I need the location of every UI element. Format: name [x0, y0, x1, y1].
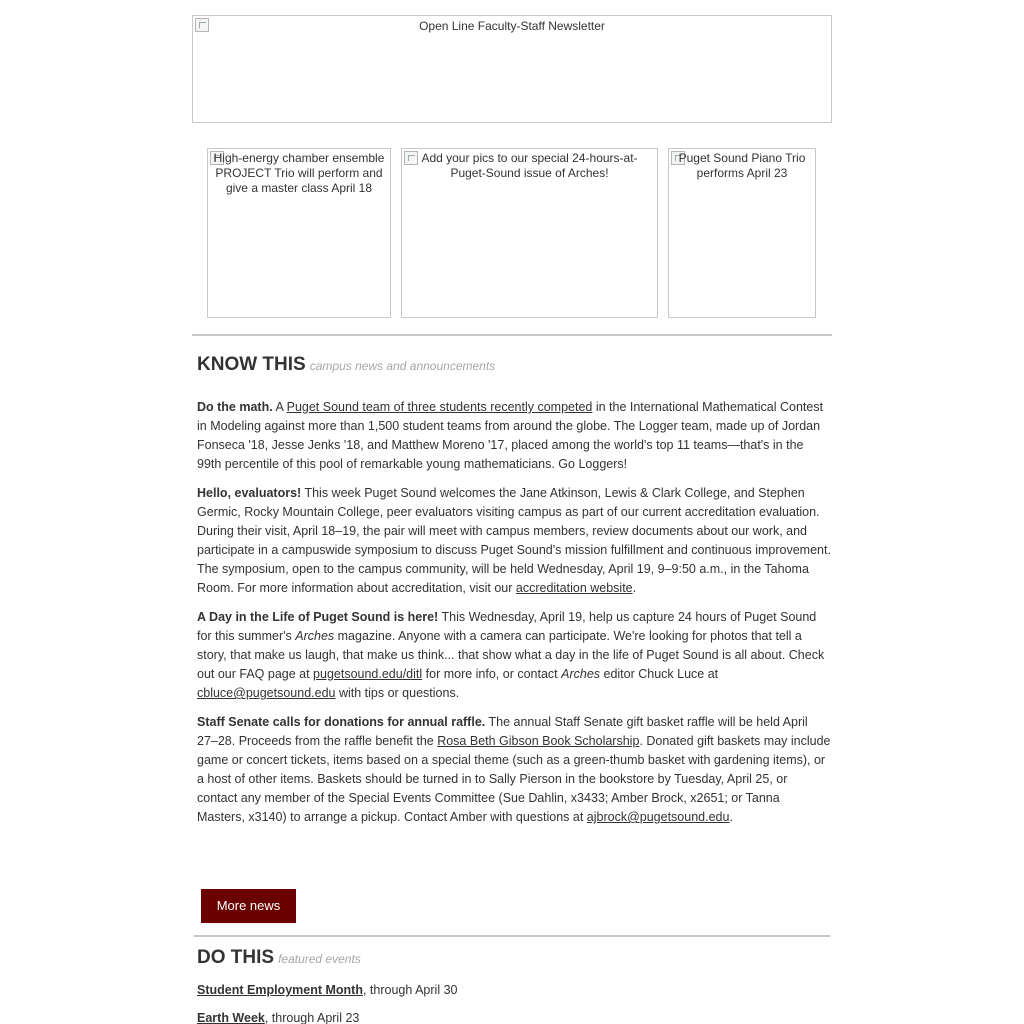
news-text: A	[272, 400, 287, 414]
section-subtitle: featured events	[278, 952, 361, 966]
feature-image-piano-trio[interactable]	[668, 148, 816, 318]
news-text: .	[632, 581, 637, 595]
event-link-student-employment-month[interactable]: Student Employment Month	[197, 983, 363, 997]
feature-image-alt-text: High-energy chamber ensemble PROJECT Trio will perform and give a master class April 18	[213, 151, 385, 195]
cbluce-email-link[interactable]: cbluce@pugetsound.edu	[197, 686, 336, 700]
news-lead: A Day in the Life of Puget Sound is here!	[197, 610, 439, 624]
news-text: editor Chuck Luce at	[600, 667, 719, 681]
section-title: KNOW THIS	[197, 354, 306, 375]
news-content	[197, 398, 831, 837]
do-this-header	[197, 947, 361, 969]
feature-image-project-trio[interactable]	[207, 148, 391, 318]
news-item-evaluators	[197, 484, 831, 598]
event-item	[197, 981, 831, 1000]
news-text: .	[729, 810, 733, 824]
newsletter-banner-image[interactable]	[192, 15, 832, 123]
accreditation-website-link[interactable]: accreditation website	[515, 581, 633, 595]
event-item	[197, 1009, 831, 1024]
news-text: The annual Staff Senate gift basket raffle will be held April 27–28. Proceeds from the raffle benefit the	[197, 715, 808, 748]
news-text: magazine. Anyone with a camera can participate. We're looking for photos that tell a story, that make us laugh, that make us think... that show what a day in the life of Puget Sound is all about. Check out our FAQ page at	[197, 629, 825, 681]
news-item-raffle	[197, 713, 831, 827]
know-this-header	[197, 354, 495, 376]
news-lead: Do the math.	[197, 400, 273, 414]
more-news-button[interactable]: More news	[201, 889, 296, 923]
news-text: for more info, or contact	[422, 667, 562, 681]
news-text: . Donated gift baskets may include game or concert tickets, items based on a special theme (such as a green-thumb basket with gardening items), or a host of other items. Baskets should be turned in to Sally Pierson in the bookstore by Tuesday, April 25, or contact any member of the Special Events Committee (Sue Dahlin, x3433; Amber Brock, x2651; or Tanna Masters, x3140) to arrange a pickup. Contact Amber with questions at	[197, 734, 831, 824]
news-text: in the International Mathematical Contest in Modeling against more than 1,500 student teams from around the globe. The Logger team, made up of Jordan Fonseca '18, Jesse Jenks '18, and Matthew Moreno '17, placed among the world's top 11 teams—that's in the 99th percentile of this pool of remarkable young mathematicians. Go Loggers!	[197, 400, 824, 471]
feature-image-arches[interactable]	[401, 148, 658, 318]
news-text: with tips or questions.	[335, 686, 460, 700]
section-title: DO THIS	[197, 947, 275, 968]
feature-image-alt-text: Puget Sound Piano Trio performs April 23	[678, 151, 806, 180]
feature-image-alt-text: Add your pics to our special 24-hours-at-Puget-Sound issue of Arches!	[421, 151, 638, 180]
section-divider	[192, 334, 832, 336]
ditl-link[interactable]: pugetsound.edu/ditl	[313, 667, 423, 681]
scholarship-link[interactable]: Rosa Beth Gibson Book Scholarship	[437, 734, 640, 748]
news-text: This Wednesday, April 19, help us capture 24 hours of Puget Sound for this summer's	[197, 610, 817, 643]
event-dates: , through April 30	[362, 983, 458, 997]
event-link-earth-week[interactable]: Earth Week	[197, 1011, 265, 1024]
news-text: This week Puget Sound welcomes the Jane Atkinson, Lewis & Clark College, and Stephen Germic, Rocky Mountain College, peer evaluators visiting campus as part of our current accreditation evaluation. During their visit, April 18–19, the pair will meet with campus members, review documents about our work, and participate in a campuswide symposium to discuss Puget Sound's mission fulfillment and continuous improvement. The symposium, open to the campus community, will be held Wednesday, April 19, 9–9:50 a.m., in the Tahoma Room. For more information about accreditation, visit our	[197, 486, 831, 595]
ajbrock-email-link[interactable]: ajbrock@pugetsound.edu	[586, 810, 730, 824]
banner-alt-text: Open Line Faculty-Staff Newsletter	[419, 19, 605, 33]
news-item-day-in-life	[197, 608, 831, 703]
section-divider	[194, 935, 830, 937]
news-lead: Staff Senate calls for donations for annual raffle.	[197, 715, 486, 729]
news-item-math	[197, 398, 831, 474]
event-dates: , through April 23	[264, 1011, 360, 1024]
events-list	[197, 981, 831, 1024]
news-lead: Hello, evaluators!	[197, 486, 302, 500]
arches-title: Arches	[295, 629, 335, 643]
section-subtitle: campus news and announcements	[309, 359, 496, 373]
arches-title: Arches	[561, 667, 601, 681]
math-team-link[interactable]: Puget Sound team of three students recently competed	[286, 400, 593, 414]
